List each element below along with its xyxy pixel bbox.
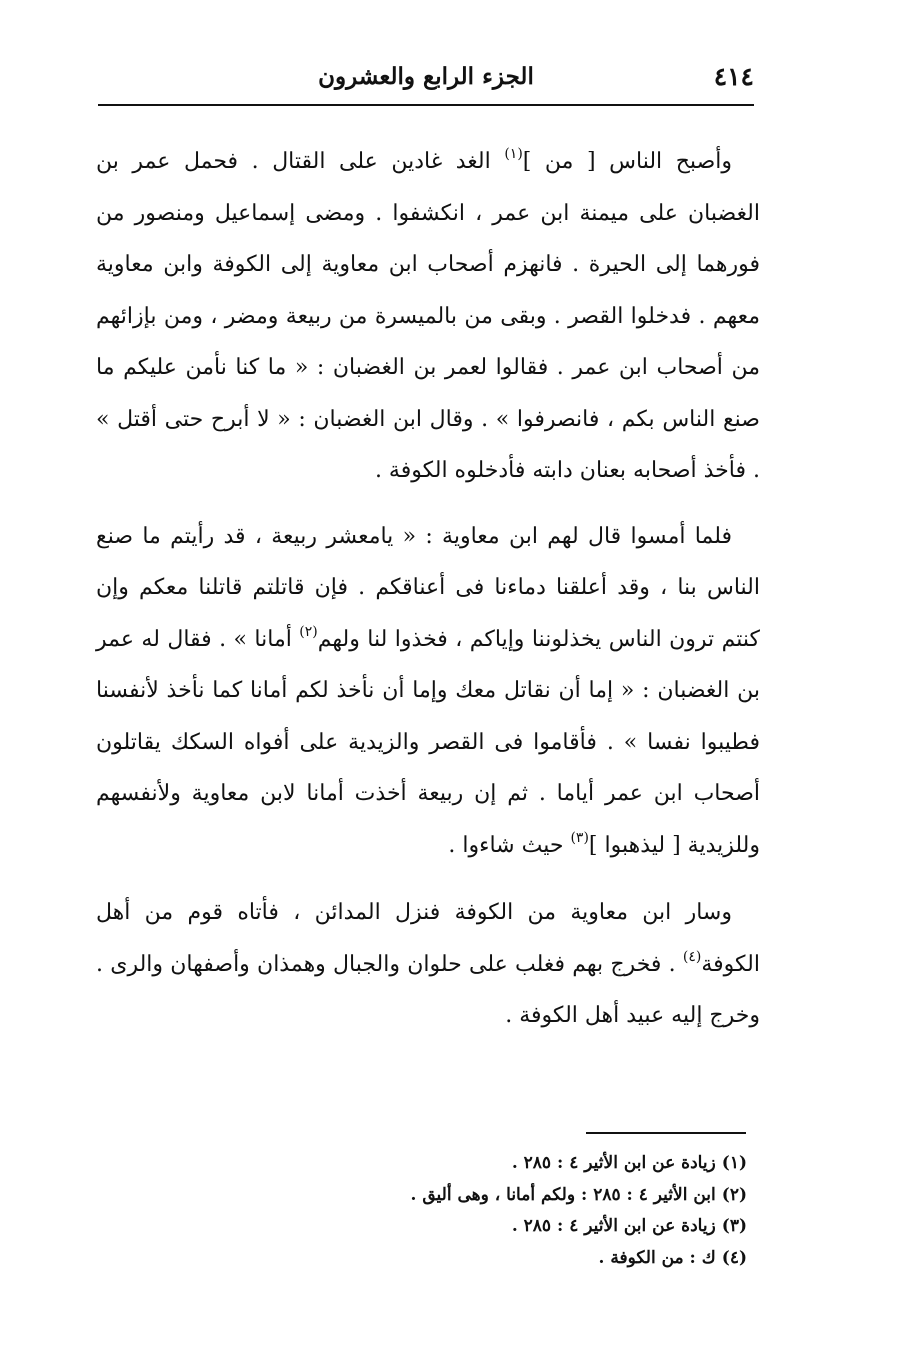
footnote-number: (٤): [721, 1247, 747, 1268]
footnotes: [187, 1148, 747, 1274]
main-text: [96, 136, 760, 1042]
paragraph-2-text-c: حيث شاءوا .: [448, 832, 571, 858]
paragraph-3-text-b: . فخرج بهم فغلب على حلوان والجبال وهمذان وأصفهان والرى . وخرج إليه عبيد أهل الكوفة .: [96, 951, 760, 1028]
footnote-ref-3: (٣): [570, 829, 589, 846]
paragraph-1-text-b: الغد غادين على القتال . فحمل عمر بن الغضبان على ميمنة ابن عمر ، انكشفوا . ومضى إسماعيل ومنصور من فورهما إلى الحيرة . فانهزم أصحاب ابن معاوية إلى الكوفة وابن معاوية معهم . فدخلوا القصر . وبقى من بالميسرة من ربيعة ومضر ، ومن بإزائهم من أصحاب ابن عمر . فقالوا لعمر بن الغضبان : « ما كنا نأمن عليكم ما صنع الناس بكم ، فانصرفوا » . وقال ابن الغضبان : « لا أبرح حتى أقتل » . فأخذ أصحابه بعنان دابته فأدخلوه الكوفة .: [96, 149, 760, 483]
footnote-ref-4: (٤): [682, 948, 702, 965]
footnote-2: [187, 1180, 747, 1212]
footnote-divider: [586, 1132, 746, 1134]
chapter-title: الجزء الرابع والعشرون: [318, 63, 534, 90]
paragraph-3-text-a: وسار ابن معاوية من الكوفة فنزل المدائن ، فأتاه قوم من أهل الكوفة: [96, 900, 760, 977]
paragraph-1: [96, 136, 760, 497]
footnote-ref-2: (٢): [299, 623, 318, 640]
paragraph-3: [96, 887, 760, 1042]
paragraph-2-text-b: أمانا » . فقال له عمر بن الغضبان : « إما أن نقاتل معك وإما أن نأخذ لكم أمانا كما نأخذ لأنفسنا فطيبوا نفسا » . فأقاموا فى القصر والزيدية على أفواه السكك يقاتلون أصحاب ابن عمر أياما . ثم إن ربيعة أخذت أمانا لابن معاوية ولأنفسهم وللزيدية [ ليذهبوا ]: [96, 626, 760, 858]
footnote-4: [187, 1243, 747, 1275]
footnote-number: (٢): [721, 1184, 747, 1205]
footnote-ref-1: (١): [504, 146, 523, 162]
footnote-text: ك : من الكوفة .: [598, 1247, 716, 1268]
paragraph-2: [96, 511, 760, 872]
running-header: [98, 58, 754, 98]
footnote-number: (٣): [721, 1216, 747, 1236]
footnote-text: زيادة عن ابن الأثير ٤ : ٢٨٥ .: [511, 1216, 716, 1236]
paragraph-2-text-a: فلما أمسوا قال لهم ابن معاوية : « يامعشر ربيعة ، قد رأيتم ما صنع الناس بنا ، وقد أعلقنا دماءنا فى أعناقكم . فإن قاتلتم قاتلنا معكم وإن كنتم ترون الناس يخذلوننا وإياكم ، فخذوا لنا ولهم: [96, 523, 761, 652]
footnote-number: (١): [721, 1153, 747, 1173]
header-divider: [98, 104, 754, 106]
paragraph-1-text-a: وأصبح الناس [ من ]: [522, 149, 732, 174]
page-number: ٤١٤: [713, 62, 754, 91]
footnote-3: [187, 1211, 747, 1243]
footnote-1: [187, 1148, 747, 1180]
footnote-text: ابن الأثير ٤ : ٢٨٥ : ولكم أمانا ، وهى أليق .: [410, 1184, 716, 1205]
footnote-text: زيادة عن ابن الأثير ٤ : ٢٨٥ .: [511, 1153, 716, 1173]
